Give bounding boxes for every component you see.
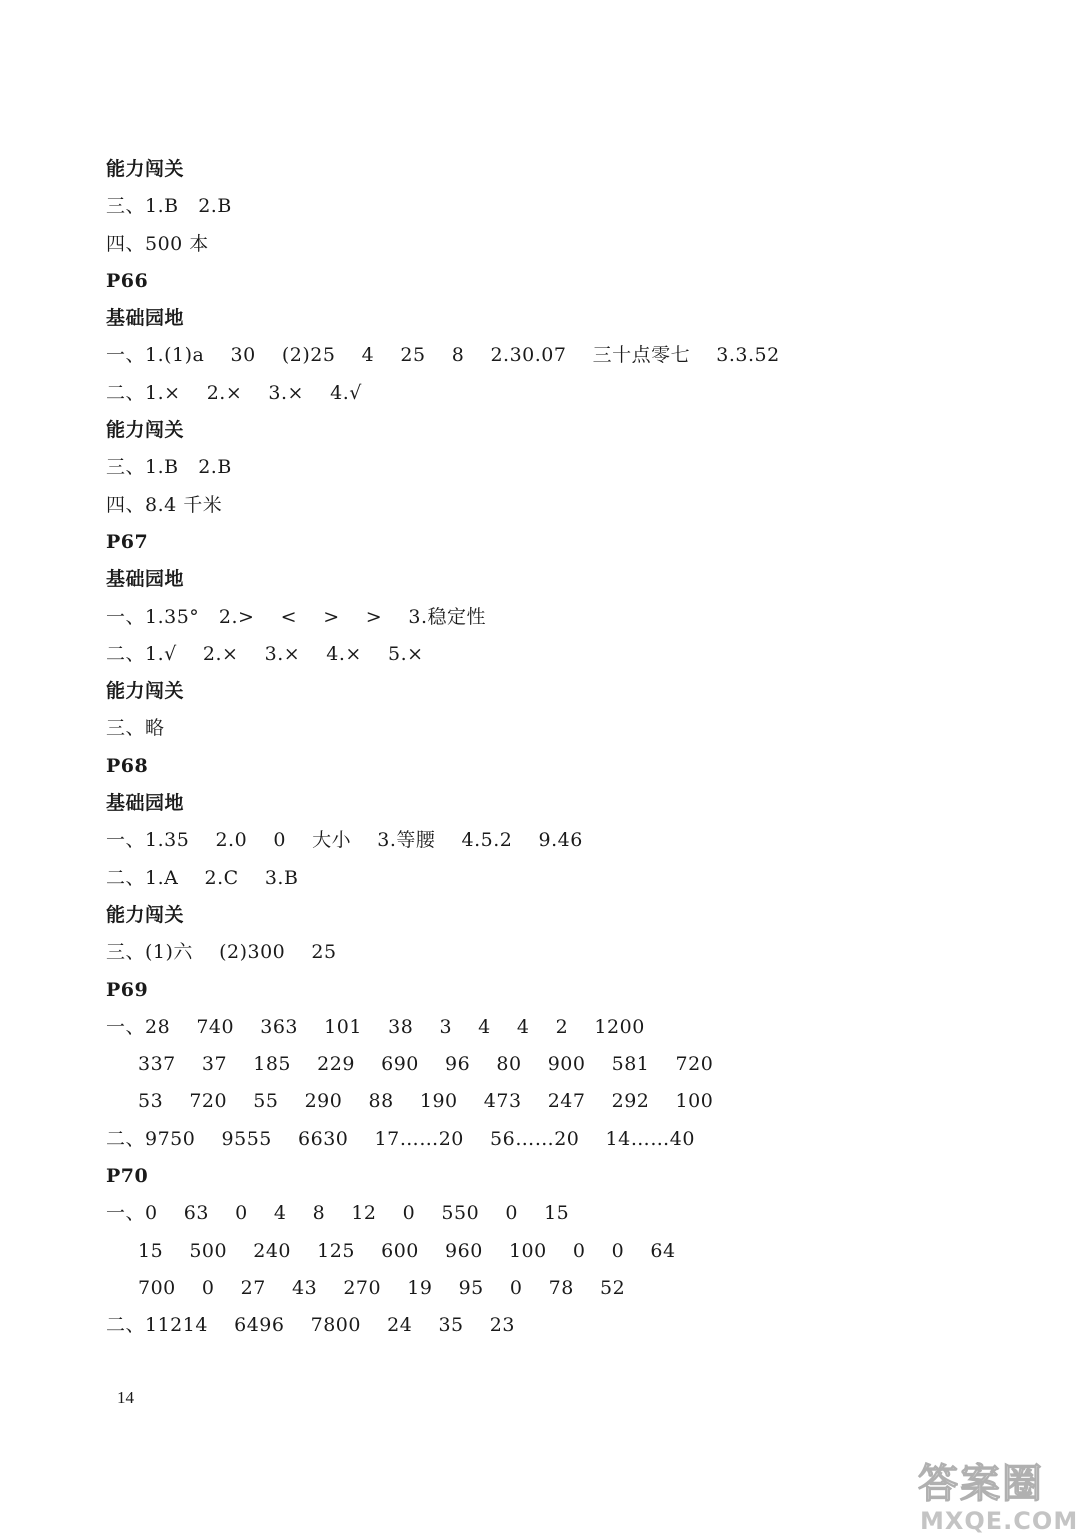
answer-line: 二、1.A 2.C 3.B <box>106 866 299 889</box>
page-number: 14 <box>117 1388 134 1407</box>
answer-line: 337 37 185 229 690 96 80 900 581 720 <box>138 1053 714 1076</box>
section-heading: 能力闯关 <box>106 680 185 703</box>
answer-line: 一、1.35° 2.> < > > 3.稳定性 <box>106 605 486 628</box>
section-heading: 能力闯关 <box>106 903 185 926</box>
answer-line: 700 0 27 43 270 19 95 0 78 52 <box>138 1276 626 1299</box>
section-heading: P68 <box>106 754 149 777</box>
answer-line: 三、1.B 2.B <box>106 195 232 218</box>
answer-line: 一、1.(1)a 30 (2)25 4 25 8 2.30.07 三十点零七 3.3.52 <box>106 344 780 367</box>
section-heading: 基础园地 <box>106 792 185 815</box>
section-heading: 能力闯关 <box>106 419 185 442</box>
answer-line: 三、(1)六 (2)300 25 <box>106 941 337 964</box>
section-heading: 基础园地 <box>106 307 185 330</box>
answer-line: 二、1.× 2.× 3.× 4.√ <box>106 381 362 404</box>
answer-line: 三、1.B 2.B <box>106 456 232 479</box>
answer-line: 四、500 本 <box>106 232 209 255</box>
answer-line: 四、8.4 千米 <box>106 493 223 516</box>
section-heading: P70 <box>106 1165 149 1188</box>
answer-line: 53 720 55 290 88 190 473 247 292 100 <box>138 1090 714 1113</box>
answer-line: 二、1.√ 2.× 3.× 4.× 5.× <box>106 642 424 665</box>
section-heading: 能力闯关 <box>106 158 185 180</box>
watermark-url: MXQE.COM <box>920 1507 1079 1535</box>
answer-line: 二、9750 9555 6630 17……20 56……20 14……40 <box>106 1127 695 1150</box>
answer-line: 三、略 <box>106 717 165 740</box>
answer-line: 一、28 740 363 101 38 3 4 4 2 1200 <box>106 1015 645 1038</box>
section-heading: P66 <box>106 269 149 292</box>
answer-content <box>106 151 1006 1345</box>
section-heading: P69 <box>106 978 149 1001</box>
answer-line: 一、0 63 0 4 8 12 0 550 0 15 <box>106 1202 570 1225</box>
answer-line: 二、11214 6496 7800 24 35 23 <box>106 1314 515 1337</box>
watermark-title: 答案圈 <box>918 1461 1044 1507</box>
answer-line: 一、1.35 2.0 0 大小 3.等腰 4.5.2 9.46 <box>106 829 583 852</box>
section-heading: P67 <box>106 530 149 553</box>
answer-line: 15 500 240 125 600 960 100 0 0 64 <box>138 1239 676 1262</box>
section-heading: 基础园地 <box>106 568 185 591</box>
watermark-logo <box>918 1462 1088 1536</box>
